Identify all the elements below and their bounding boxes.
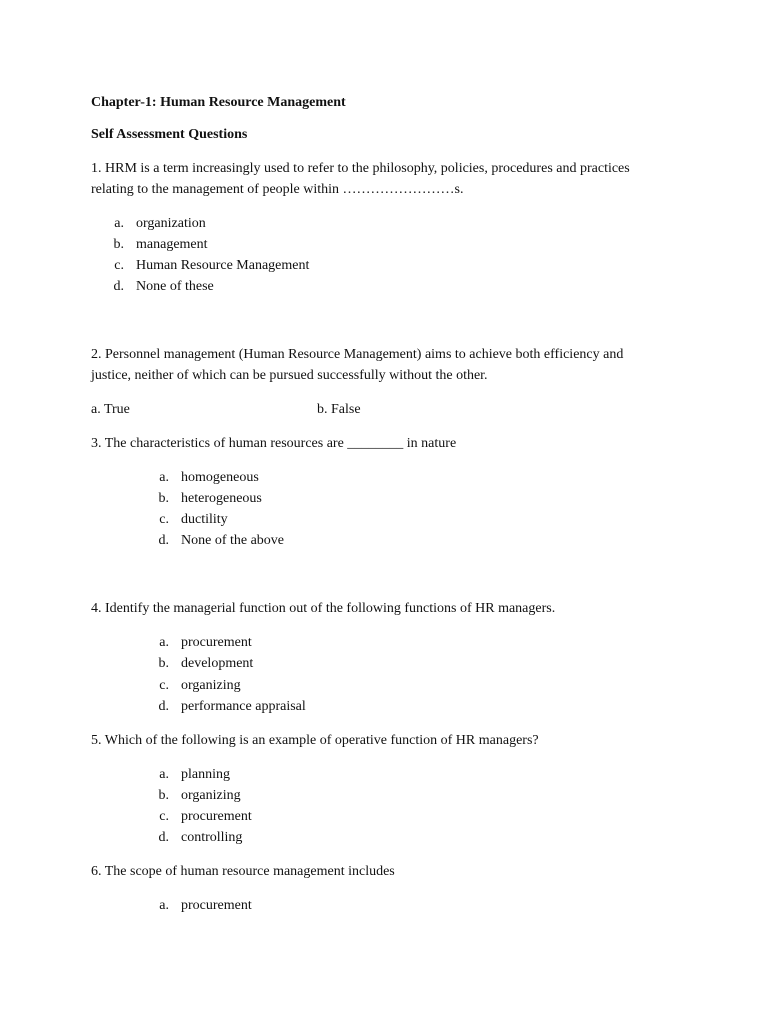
- q1-option-a-text: organization: [136, 216, 206, 231]
- q3-option-a-letter: a.: [159, 470, 169, 485]
- q4-option-a-letter: a.: [159, 635, 169, 650]
- q4-option-d-text: performance appraisal: [181, 699, 306, 714]
- q4-option-d-letter: d.: [158, 699, 169, 714]
- q4-option-c-letter: c.: [159, 678, 169, 693]
- question-2-line-2: justice, neither of which can be pursued successfully without the other.: [91, 368, 488, 383]
- q2-option-a: a. True: [91, 402, 130, 417]
- chapter-title: Chapter-1: Human Resource Management: [91, 95, 346, 110]
- q4-option-c-text: organizing: [181, 678, 241, 693]
- q4-option-a-text: procurement: [181, 635, 252, 650]
- question-1-line-1: 1. HRM is a term increasingly used to refer to the philosophy, policies, procedures and practices: [91, 161, 630, 176]
- q3-option-b-letter: b.: [158, 491, 169, 506]
- q2-option-b: b. False: [317, 402, 361, 417]
- question-2-line-1: 2. Personnel management (Human Resource Management) aims to achieve both efficiency and: [91, 347, 624, 362]
- question-1-line-2: relating to the management of people within ……………………s.: [91, 182, 464, 197]
- q5-option-b-text: organizing: [181, 788, 241, 803]
- q1-option-b-text: management: [136, 237, 208, 252]
- q6-option-a-text: procurement: [181, 898, 252, 913]
- q5-option-a-letter: a.: [159, 767, 169, 782]
- q5-option-d-letter: d.: [158, 830, 169, 845]
- q3-option-c-letter: c.: [159, 512, 169, 527]
- section-title: Self Assessment Questions: [91, 127, 248, 142]
- q1-option-d-letter: d.: [113, 279, 124, 294]
- q6-option-a-letter: a.: [159, 898, 169, 913]
- q1-option-a-letter: a.: [114, 216, 124, 231]
- q5-option-c-text: procurement: [181, 809, 252, 824]
- q3-option-d-letter: d.: [158, 533, 169, 548]
- q3-option-c-text: ductility: [181, 512, 228, 527]
- q5-option-a-text: planning: [181, 767, 230, 782]
- question-6-line-1: 6. The scope of human resource management includes: [91, 864, 395, 879]
- q1-option-c-text: Human Resource Management: [136, 258, 310, 273]
- q3-option-a-text: homogeneous: [181, 470, 259, 485]
- q1-option-d-text: None of these: [136, 279, 214, 294]
- q3-option-d-text: None of the above: [181, 533, 285, 548]
- q4-option-b-text: development: [181, 656, 254, 671]
- q5-option-c-letter: c.: [159, 809, 169, 824]
- q1-option-c-letter: c.: [114, 258, 124, 273]
- question-3-line-1: 3. The characteristics of human resources are ________ in nature: [91, 436, 457, 451]
- q5-option-b-letter: b.: [158, 788, 169, 803]
- question-4-line-1: 4. Identify the managerial function out of the following functions of HR managers.: [91, 601, 556, 616]
- q5-option-d-text: controlling: [181, 830, 243, 845]
- q1-option-b-letter: b.: [113, 237, 124, 252]
- question-5-line-1: 5. Which of the following is an example of operative function of HR managers?: [91, 733, 539, 748]
- q4-option-b-letter: b.: [158, 656, 169, 671]
- q3-option-b-text: heterogeneous: [181, 491, 262, 506]
